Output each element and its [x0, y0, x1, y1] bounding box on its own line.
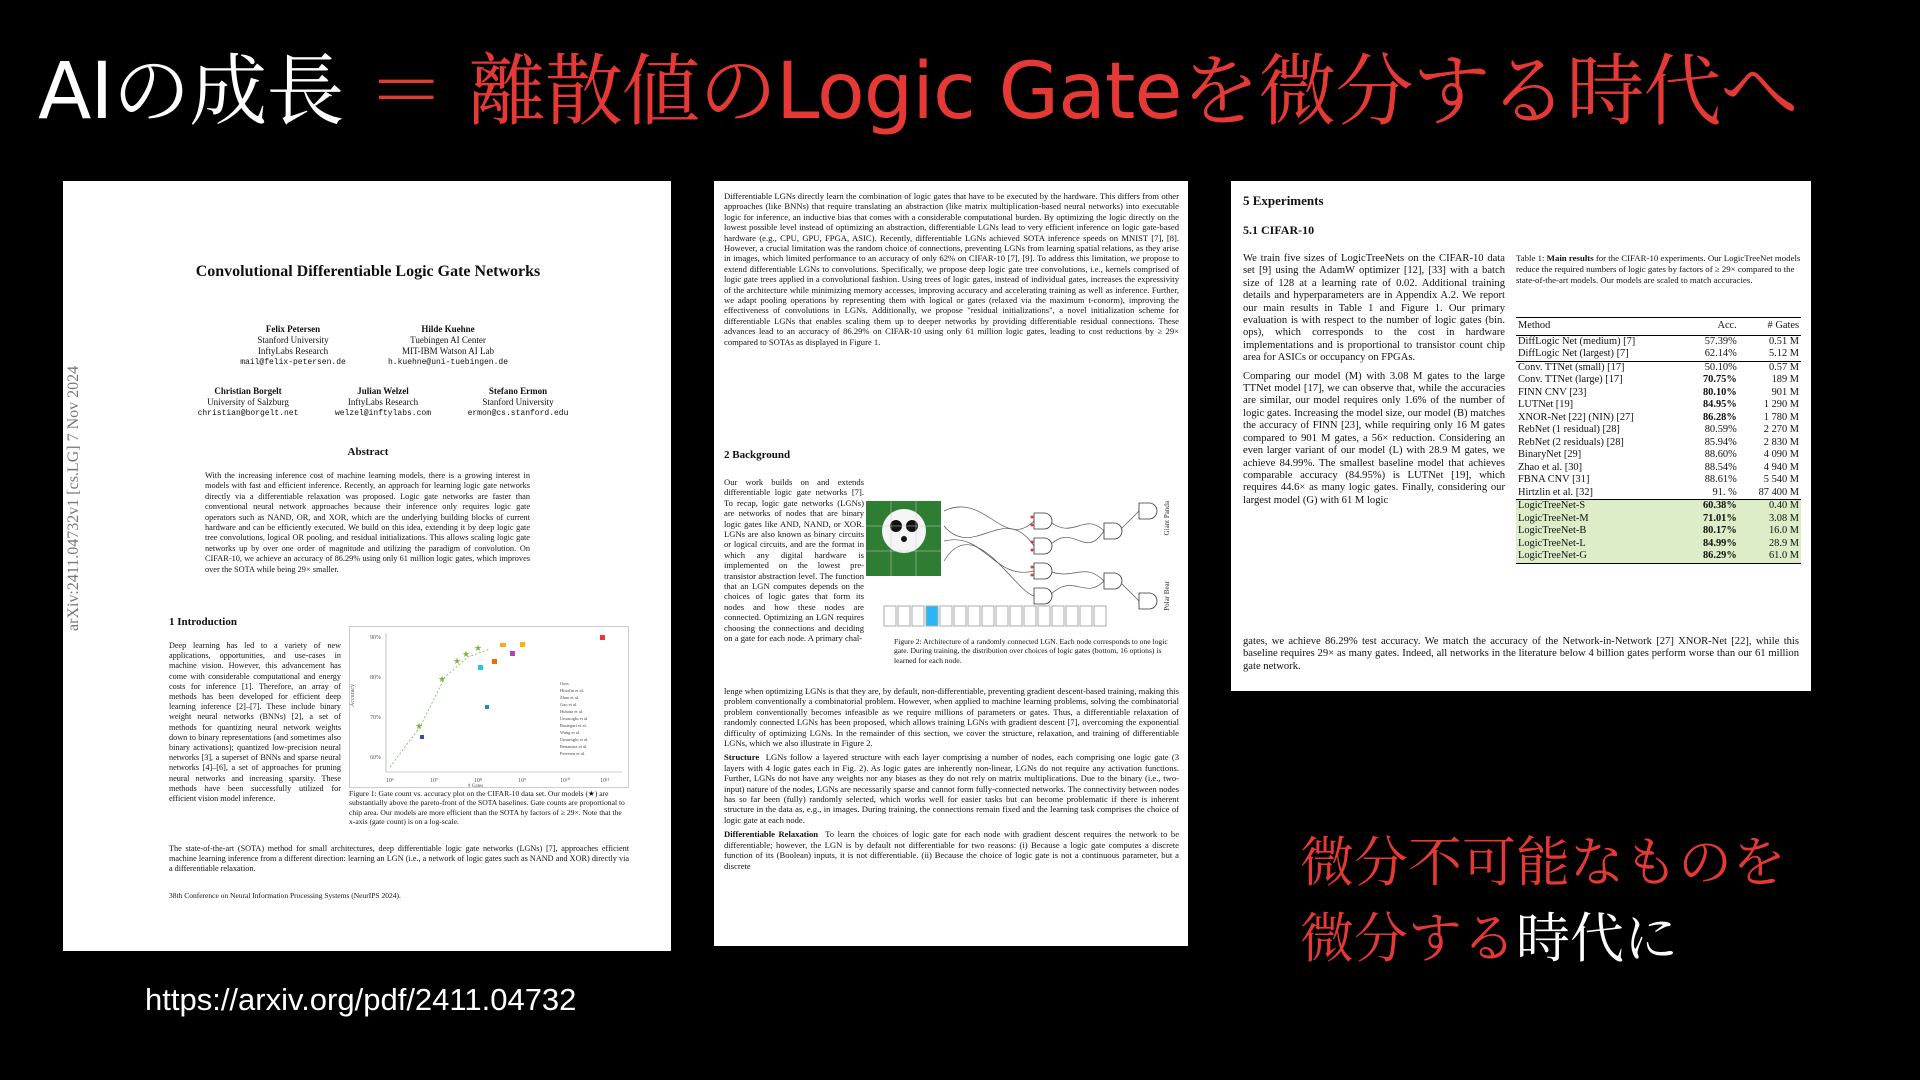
legend-item: Wang et al. [560, 730, 581, 735]
cell-acc: 88.54% [1704, 461, 1737, 473]
chart-legend [560, 681, 588, 756]
paper-page-3 [1231, 181, 1811, 691]
cell-acc: 86.28% [1702, 411, 1737, 423]
table-caption: Table 1: Main results for the CIFAR-10 experiments. Our LogicTreeNet models reduce the required numbers of logic gates by factors of ≥ 29× compared to the state-of-the-art models. Our models are scaled to match accuracies. [1516, 253, 1801, 285]
cell-method: FBNA CNV [31] [1518, 474, 1590, 485]
slide-caption [1300, 825, 1786, 977]
cell-acc: 84.95% [1702, 399, 1737, 410]
legend-item: Zhao et al. [560, 695, 580, 700]
paragraph: Comparing our model (M) with 3.08 M gates to the large TTNet model [17], we can observe that, while the accuracies are similar, our model requires only 1.6% of the number of logic gates. Increasing the model size, our model (B) matches the accuracy of FINN [23], while requiring only 16 M gates compared to 901 M gates, a 56× reduction. Considering an even larger variant of our model (L) with 28.9 M gates, we achieve 84.99%. The smallest baseline model that achieves comparable accuracy (84.95%) is LUTNet [19], which requires 44.6× as many logic gates. Finally, considering our largest model (G) with 61 M logic [1243, 370, 1505, 506]
cell-acc: 91. % [1712, 486, 1737, 498]
y-tick: 70% [370, 715, 381, 721]
arxiv-stamp: arXiv:2411.04732v1 [cs.LG] 7 Nov 2024 [65, 365, 82, 631]
abstract-heading: Abstract [347, 446, 389, 458]
paragraph [724, 829, 1179, 871]
caption-line-2 [1300, 901, 1786, 977]
legend-item: Ours [560, 681, 569, 686]
table-row [1516, 399, 1801, 412]
cell-method: XNOR-Net [22] (NIN) [27] [1518, 411, 1634, 423]
cell-gates: 189 M [1771, 374, 1799, 385]
cell-gates: 5.12 M [1768, 348, 1799, 359]
table-row [1516, 550, 1801, 563]
col-header-gates: # Gates [1739, 318, 1801, 336]
cell-method: DiffLogic Net (medium) [7] [1518, 335, 1636, 347]
legend-item: Umuroglu et al. [560, 737, 589, 742]
background-continued [724, 686, 1179, 875]
table-row [1516, 462, 1801, 475]
cell-method: LogicTreeNet-G [1516, 550, 1686, 563]
background-heading: 2 Background [724, 449, 791, 461]
cell-gates: 0.51 M [1768, 335, 1799, 347]
figure-2-caption: Figure 2: Architecture of a randomly connected LGN. Each node corresponds to one logic gate. During training, the distribution over choices of logic gates (bottom, 16 options) is learned for each node. [894, 637, 1168, 665]
legend-item: Petersen et al. [560, 751, 586, 756]
results-table [1516, 317, 1801, 564]
table-row [1516, 449, 1801, 462]
x-tick: 10¹¹ [600, 778, 610, 784]
x-tick: 10⁶ [386, 778, 395, 784]
baseline-point [492, 659, 497, 664]
figure-1-svg [350, 627, 628, 787]
cell-acc: 80.59% [1704, 424, 1737, 435]
y-axis-label: Accuracy [350, 684, 356, 707]
cell-acc: 86.29% [1686, 550, 1739, 563]
slide-title [38, 48, 1797, 138]
cell-method: Conv. TTNet (small) [17] [1516, 361, 1686, 374]
x-tick: 10¹⁰ [560, 778, 571, 784]
experiments-heading: 5 Experiments [1243, 193, 1324, 208]
table-row [1516, 361, 1801, 374]
paragraph: We train five sizes of LogicTreeNets on the CIFAR-10 data set [9] using the AdamW optimizer [12], [33] with a batch size of 128 at a learning rate of 0.02. Additional training details and hyperparameters are in Appendix A.2. We report our main results in Table 1 and Figure 1. Our primary evaluation is with respect to the number of logic gates (bin. ops), which corresponds to the cost in hardware implementations and is proportional to transistor count chip area for ASICs or occupancy on FPGAs. [1243, 253, 1505, 364]
pareto-line [390, 649, 490, 767]
x-axis-label: # Gates [468, 784, 484, 787]
intro-continued-text: Differentiable LGNs directly learn the combination of logic gates that have to be executed by the hardware. This differs from other approaches (like BNNs) that require translating an abstraction (like matrix multiplication-based neural networks) into executable logic for inference, an inductive bias that comes with a considerable computational burden. By optimizing the logic directly on the lowest possible level instead of optimizing an abstraction, differentiable LGNs lead to very efficient inference on logic gate-based hardware (e.g., CPU, GPU, FPGA, ASIC). Recently, differentiable LGNs achieved SOTA inference speeds on MNIST [7], [8]. However, a crucial limitation was the random choice of connections, preventing LGNs from learning spatial relations, as they arise in images, which limited performance to an accuracy of only 62% on CIFAR-10 [7], [9]. To address this limitation, we propose to extend differentiable LGNs to convolutions. Specifically, we propose deep logic gate tree convolutions, i.e., kernels comprised of logic gate trees applied in a convolutional fashion. Using trees of logic gates, instead of individual gates, increases the expressivity of the architecture while minimizing memory accesses, improving accuracy and accelerating training as well as inference. Further, we adapt pooling operations by representing them with logical or gates (relaxed via the maximum t-conorm), improving the effectiveness of convolutions in LGNs. Additionally, we propose "residual initializations", a novel initialization scheme for differentiable LGNs that enables scaling them up to deeper networks by providing differentiable residual connections. These advances lead to an accuracy of 86.29% on CIFAR-10 using only 61 million logic gates, leading to cost reductions by ≥ 29× compared to SOTAs as displayed in Figure 1. [724, 191, 1179, 347]
cell-gates: 2 270 M [1763, 424, 1799, 435]
cell-method: BinaryNet [29] [1518, 449, 1582, 460]
cell-acc: 71.01% [1686, 513, 1739, 526]
label-giant-panda: Giant Panda [1163, 501, 1171, 536]
gate-distribution [884, 606, 1106, 626]
cell-acc: 57.39% [1704, 335, 1737, 347]
table-row [1516, 437, 1801, 450]
our-model-point: ★ [474, 643, 483, 653]
table-row [1516, 487, 1801, 500]
our-model-point: ★ [453, 656, 462, 666]
cell-gates: 16.0 M [1739, 525, 1801, 538]
cell-gates: 2 830 M [1763, 436, 1799, 448]
paragraph: lenge when optimizing LGNs is that they are, by default, non-differentiable, preventing gradient descent-based training, making this problem conventionally a combinatorial problem. However, when applied to machine learning problems, solving the combinatorial problem conventionally becomes infeasible as we require millions of parameters or gates. Thus, a differentiable relaxation of randomly connected LGNs has been proposed, which allows training LGNs with gradient descent [7], overcoming the exponential difficulty of optimizing LGNs. In the remainder of this section, we cover the structure, relaxation, and training of differentiable LGNs, which we also illustrate in Figure 2. [724, 686, 1179, 749]
y-tick: 80% [370, 675, 381, 681]
legend-item: Gao et al. [560, 702, 578, 707]
abstract-text: With the increasing inference cost of machine learning models, there is a growing interest in models with fast and efficient inference. Recently, an approach for learning logic gate networks directly via a differentiable relaxation was proposed. Logic gate networks are faster than conventional neural network approaches because their inference only requires logic gate operators such as NAND, OR, and XOR, which are the underlying building blocks of current hardware and can be efficiently executed. We build on this idea, extending it by deep logic gate tree convolutions, logical OR pooling, and residual initializations. This allows scaling logic gate networks up by over one order of magnitude and utilizing the paradigm of convolution. On CIFAR-10, we achieve an accuracy of 86.29% using only 61 million logic gates, which improves over the SOTA while being 29× smaller. [205, 471, 530, 574]
cell-method: DiffLogic Net (largest) [7] [1518, 348, 1629, 359]
relaxation-text: To learn the choices of logic gate for each node with gradient descent requires the network to be differentiable; however, the LGN is by default not differentiable for two reasons: (i) Because a logic gate computes a discrete function of its (Boolean) inputs, it is not differentiable. (ii) Because the choice of logic gate is not a continuous parameter, but a discrete [724, 829, 1180, 871]
table-row [1516, 525, 1801, 538]
cell-gates: 5 540 M [1763, 474, 1799, 485]
table-row [1516, 387, 1801, 400]
paragraph [724, 752, 1179, 825]
cell-acc: 62.14% [1704, 348, 1737, 359]
cell-gates: 3.08 M [1739, 513, 1801, 526]
author: Christian Borgelt University of Salzburg christian@borgelt.net [197, 386, 299, 418]
cell-gates: 4 940 M [1763, 461, 1799, 473]
cell-method: Conv. TTNet (large) [17] [1518, 374, 1623, 385]
paper-title: Convolutional Differentiable Logic Gate Networks [195, 263, 541, 280]
structure-heading: Structure [724, 752, 760, 763]
author: Felix Petersen Stanford University InftyLabs Research mail@felix-petersen.de [240, 324, 346, 367]
our-model-point: ★ [415, 721, 424, 731]
cell-acc: 60.38% [1686, 500, 1739, 513]
table-row [1516, 474, 1801, 487]
footnote: 38th Conference on Neural Information Processing Systems (NeurIPS 2024). [169, 891, 401, 900]
cell-gates: 61.0 M [1739, 550, 1801, 563]
table-row [1516, 335, 1801, 348]
caption-line-2-red: 微分する [1300, 907, 1516, 970]
paper-page-1 [63, 181, 671, 951]
cell-gates: 28.9 M [1739, 538, 1801, 551]
structure-text: LGNs follow a layered structure with each layer comprising a number of nodes, each comprising one logic gate (3 layers with 4 logic gates each in Fig. 2). As logic gates are inherently non-linear, LGNs do not require any activation functions. Further, LGNs do not have any weights nor any biases as they do not rely on matrix multiplications. Due to the binary (i.e., two-input) nature of the nodes, LGNs are necessarily sparse and cannot form fully-connected networks. The connectivity between nodes has so far been (fully) randomly selected, which works well for easier tasks but can become problematic if there is inherent structure in the data as, e.g., in images. During training, the connections remain fixed and the learning task comprises the choice of logic gate at each node. [724, 752, 1179, 825]
legend-item: Hubara et al. [560, 709, 584, 714]
slide-title-white: AIの成長 [38, 47, 344, 137]
cell-acc: 80.10% [1702, 386, 1737, 398]
baseline-point [485, 705, 489, 709]
gate-inputs [1031, 516, 1034, 577]
cell-gates: 1 290 M [1763, 399, 1799, 410]
label-polar-bear: Polar Bear [1163, 581, 1171, 611]
cell-gates: 87 400 M [1758, 486, 1799, 498]
x-tick: 10⁷ [430, 778, 439, 784]
intro-text: Deep learning has led to a variety of new applications, opportunities, and use-cases in machine vision. However, this advancement has come with considerable computational and energy costs for inference [1]. Therefore, an array of methods has been developed for efficient deep learning inference [2]–[7]. These include binary weight neural networks (BNNs) [2], a set of methods for quantizing neural network weights down to binary representations (and sometimes also binary activations); quantized low-precision neural networks [3], a superset of BNNs and sparse neural networks [4]–[6], a set of approaches for pruning neural networks and increasing sparsity. These methods have been successfully utilized for efficient vision model inference. [169, 641, 341, 804]
baseline-point [500, 643, 506, 647]
y-tick: 90% [370, 635, 381, 641]
relaxation-heading: Differentiable Relaxation [724, 829, 819, 840]
legend-item: Umuroglu et al. [560, 716, 589, 721]
cifar10-subheading: 5.1 CIFAR-10 [1243, 223, 1315, 237]
caption-line-2-white: 時代に [1516, 907, 1678, 970]
cell-method: LogicTreeNet-B [1516, 525, 1686, 538]
cell-method: Zhao et al. [30] [1518, 461, 1583, 473]
author: Hilde Kuehne Tuebingen AI Center MIT-IBM Watson AI Lab h.kuehne@uni-tuebingen.de [387, 324, 509, 367]
cell-method: LogicTreeNet-M [1516, 513, 1686, 526]
figure-1-caption: Figure 1: Gate count vs. accuracy plot on the CIFAR-10 data set. Our models (★) are substantially above the pareto-front of the SOTA baselines. Gate counts are proportional to chip area. Our models are more efficient than the SOTA by factors of ≥ 29×. Note that the x-axis (gate count) is on a log-scale. [349, 789, 625, 827]
cell-acc: 70.75% [1702, 374, 1737, 385]
cell-method: LogicTreeNet-L [1516, 538, 1686, 551]
our-model-point: ★ [438, 674, 447, 684]
cell-method: RebNet (2 residuals) [28] [1518, 436, 1624, 448]
y-tick: 60% [370, 755, 381, 761]
baseline-point [510, 651, 515, 656]
col-header-acc: Acc. [1686, 318, 1739, 336]
source-url: https://arxiv.org/pdf/2411.04732 [145, 982, 577, 1017]
table-row [1516, 348, 1801, 361]
cell-acc: 88.61% [1704, 474, 1737, 485]
cell-gates: 1 780 M [1763, 411, 1799, 423]
cell-acc: 84.99% [1686, 538, 1739, 551]
background-text: Our work builds on and extends differentiable logic gate networks [7]. To recap, logic gate networks (LGNs) are networks of nodes that are binary logic gates like AND, NAND, or XOR. LGNs are also known as binary circuits or logical circuits, and are the format in which any digital hardware is implemented on the lowest pre-transistor abstraction level. The function that an LGN computes depends on the choices of logic gates that form its nodes and how these nodes are connected. Optimizing an LGN requires choosing the connections and deciding on a gate for each node. A primary chal- [724, 477, 864, 644]
legend-item: Hirtzlin et al. [560, 688, 584, 693]
cell-gates: 901 M [1771, 386, 1799, 398]
table-row [1516, 412, 1801, 425]
cell-method: Hirtzlin et al. [32] [1518, 486, 1594, 498]
legend-item: Rastegari et al. [560, 723, 587, 728]
legend-item: Benamira et al. [560, 744, 588, 749]
cell-acc: 88.60% [1704, 449, 1737, 460]
col-header-method: Method [1516, 318, 1686, 336]
slide-title-red: ＝ 離散値のLogic Gateを微分する時代へ [367, 47, 1798, 137]
cell-acc: 85.94% [1704, 436, 1737, 448]
table-row [1516, 374, 1801, 387]
cell-method: FINN CNV [23] [1518, 386, 1587, 398]
author: Julian Welzel InftyLabs Research welzel@inftylabs.com [334, 386, 431, 418]
baseline-point [478, 665, 483, 670]
table-row [1516, 500, 1801, 513]
figure-2-svg [864, 471, 1179, 631]
cell-gates: 4 090 M [1763, 449, 1799, 460]
baseline-point [520, 642, 525, 647]
table-row [1516, 424, 1801, 437]
experiments-text [1243, 253, 1505, 513]
cell-gates: 0.40 M [1739, 500, 1801, 513]
cell-gates: 0.57 M [1739, 361, 1801, 374]
experiments-text-bottom: gates, we achieve 86.29% test accuracy. We match the accuracy of the Network-in-Network [27] XNOR-Net [22], while this baseline requires 29× as many gates. Indeed, all networks in the literature below 4 billion gates perform worse than our 61 million gate network. [1243, 636, 1799, 672]
x-tick: 10⁹ [518, 778, 527, 784]
figure-1-chart [349, 626, 629, 788]
baseline-point [600, 635, 605, 640]
table-row [1516, 538, 1801, 551]
cell-method: LUTNet [19] [1518, 399, 1574, 410]
cell-method: RebNet (1 residual) [28] [1518, 424, 1620, 435]
author: Stefano Ermon Stanford University ermon@cs.stanford.edu [467, 386, 569, 418]
paper-page-2 [714, 181, 1188, 946]
caption-line-1: 微分不可能なものを [1300, 831, 1786, 894]
our-model-point: ★ [462, 649, 471, 659]
cell-acc: 80.17% [1686, 525, 1739, 538]
table-row [1516, 513, 1801, 526]
figure-2-diagram [864, 471, 1179, 631]
x-tick: 10⁸ [474, 778, 483, 784]
baseline-point [420, 735, 424, 739]
cell-acc: 50.10% [1686, 361, 1739, 374]
cell-method: LogicTreeNet-S [1516, 500, 1686, 513]
intro-heading: 1 Introduction [169, 616, 237, 628]
table-header-row [1516, 318, 1801, 336]
intro-text-2: The state-of-the-art (SOTA) method for small architectures, deep differentiable logic gate networks (LGNs) [7], approaches efficient machine learning inference from a different direction: learning an LGN (i.e., a network of logic gates such as NAND and XOR) directly via a differentiable relaxation. [169, 844, 629, 874]
